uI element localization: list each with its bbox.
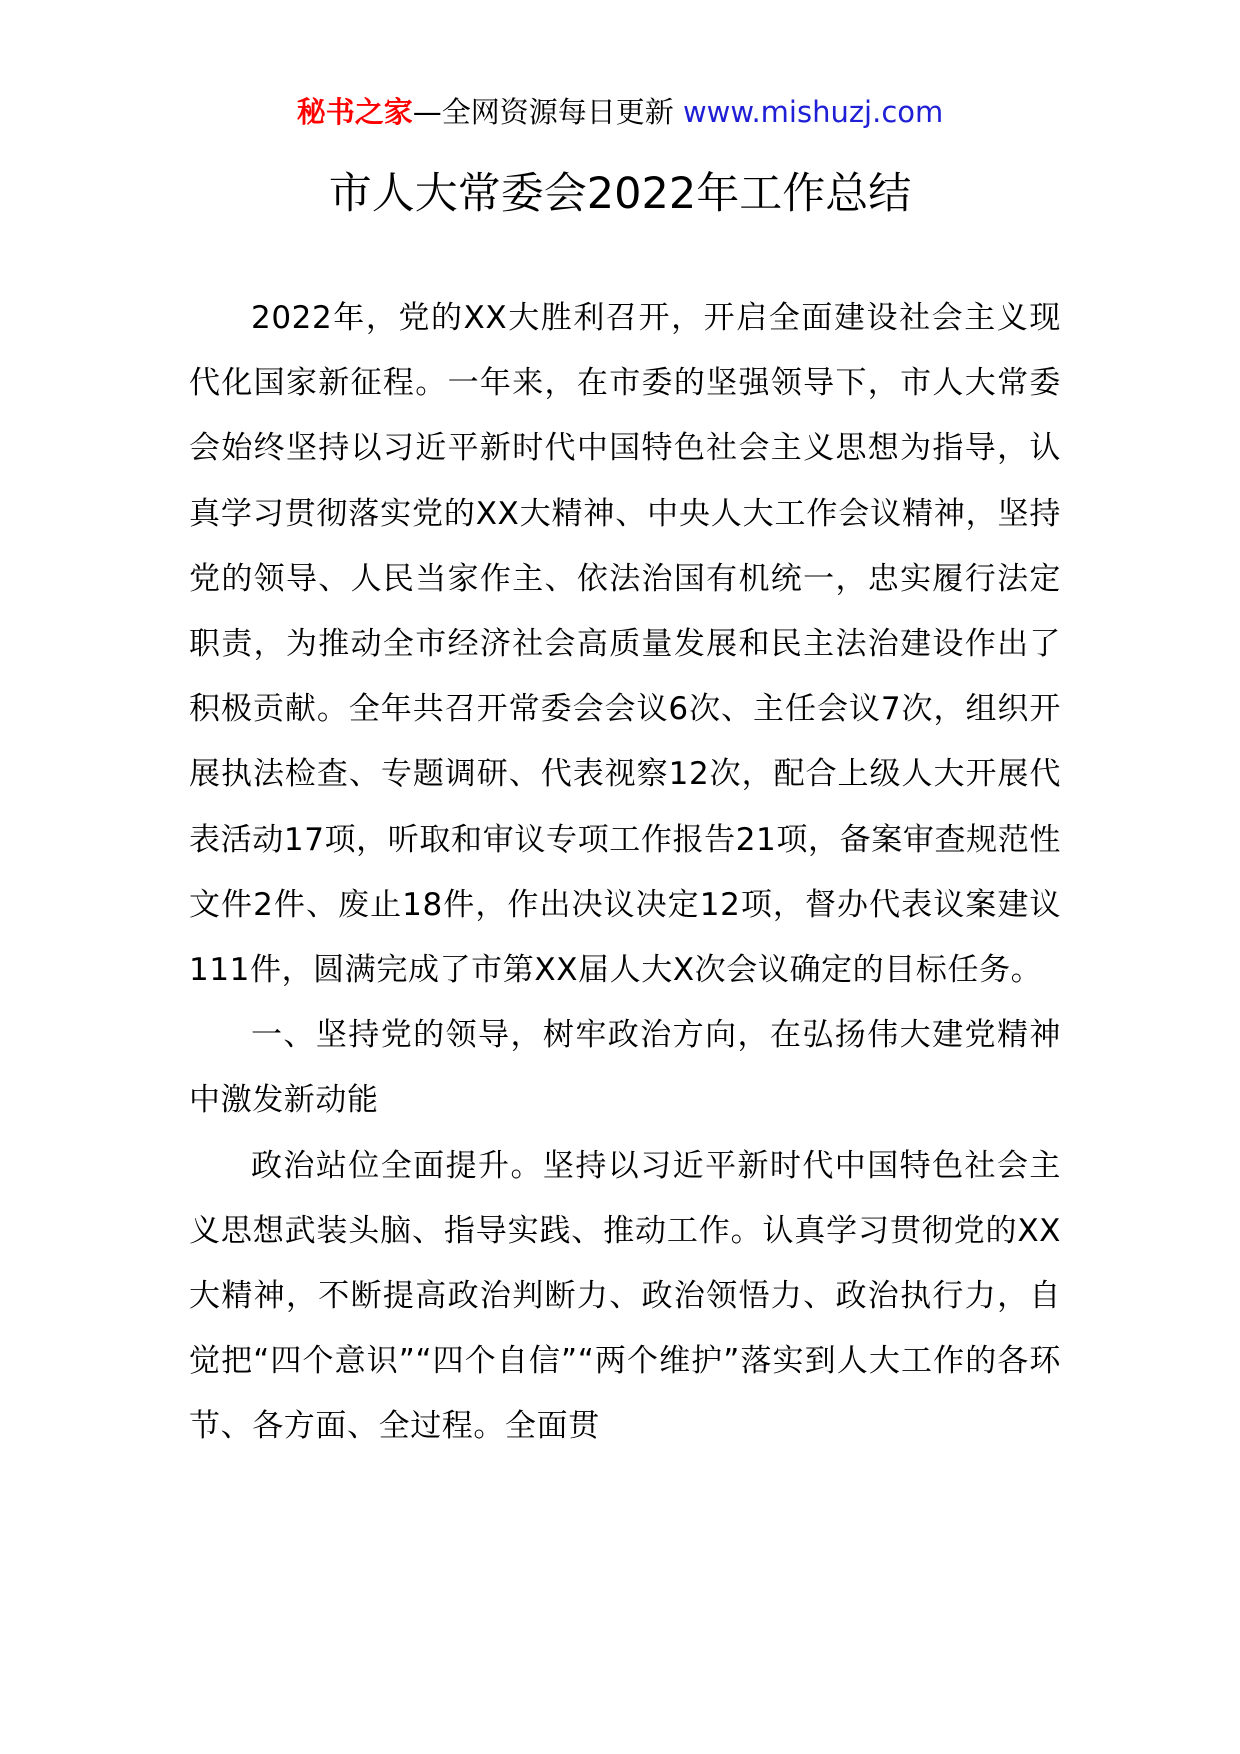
paragraph-intro: 2022年，党的XX大胜利召开，开启全面建设社会主义现代化国家新征程。一年来，在市委的坚强领导下，市人大常委会始终坚持以习近平新时代中国特色社会主义思想为指导，认真学习贯彻落实党的XX大精神、中央人大工作会议精神，坚持党的领导、人民当家作主、依法治国有机统一，忠实履行法定职责，为推动全市经济社会高质量发展和民主法治建设作出了积极贡献。全年共召开常委会会议6次、主任会议7次，组织开展执法检查、专题调研、代表视察12次，配合上级人大开展代表活动17项，听取和审议专项工作报告21项，备案审查规范性文件2件、废止18件，作出决议决定12项，督办代表议案建议111件，圆满完成了市第XX届人大X次会议确定的目标任务。 bbox=[189, 300, 1061, 989]
document-body bbox=[189, 286, 1061, 1460]
paragraph-political-stance: 政治站位全面提升。坚持以习近平新时代中国特色社会主义思想武装头脑、指导实践、推动工作。认真学习贯彻党的XX大精神，不断提高政治判断力、政治领悟力、政治执行力，自觉把“四个意识”“四个自信”“两个维护”落实到人大工作的各环节、各方面、全过程。全面贯 bbox=[189, 1147, 1061, 1445]
document-title: 市人大常委会2022年工作总结 bbox=[328, 169, 912, 219]
site-slogan: —全网资源每日更新 bbox=[412, 95, 674, 129]
site-brand: 秘书之家 bbox=[296, 95, 413, 129]
section-heading-1: 一、坚持党的领导，树牢政治方向，在弘扬伟大建党精神中激发新动能 bbox=[189, 1017, 1061, 1119]
site-url-link[interactable]: www.mishuzj.com bbox=[682, 95, 944, 129]
site-banner bbox=[0, 92, 1240, 132]
